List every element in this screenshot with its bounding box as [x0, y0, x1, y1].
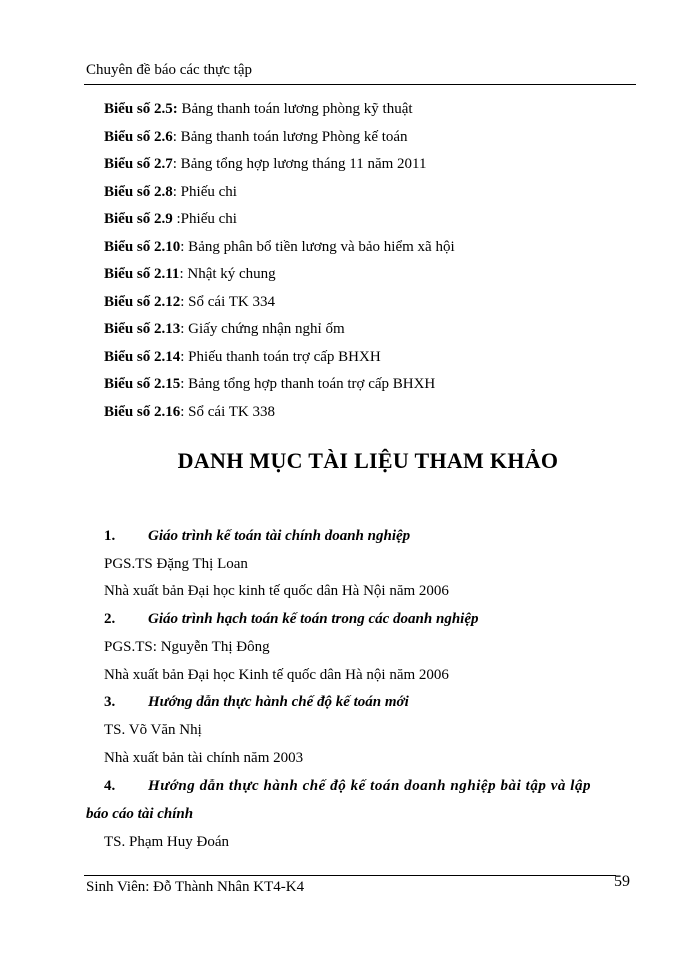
- figure-item: [104, 179, 455, 207]
- figure-text: : Bảng thanh toán lương Phòng kế toán: [172, 128, 408, 145]
- figure-label: Biểu số 2.6: [104, 128, 173, 145]
- figure-text: : Sổ cái TK 334: [180, 293, 275, 310]
- reference-publisher: Nhà xuất bản Đại học Kinh tế quốc dân Hà nội năm 2006: [104, 667, 449, 683]
- figure-item: [104, 399, 455, 427]
- reference-author: TS. Võ Văn Nhị: [104, 722, 202, 738]
- figure-text: : Phiếu chi: [172, 183, 237, 200]
- figure-item: [104, 206, 455, 234]
- figure-text: : Bảng phân bổ tiền lương và bảo hiểm xã hội: [180, 238, 455, 255]
- figure-label: Biểu số 2.8: [104, 183, 173, 200]
- figure-item: [104, 151, 455, 179]
- figure-item: [104, 96, 455, 124]
- figure-item: [104, 289, 455, 317]
- figure-label: Biểu số 2.13: [104, 321, 181, 337]
- reference-author: PGS.TS Đặng Thị Loan: [104, 556, 248, 572]
- page-number: 59: [614, 873, 630, 890]
- reference-title: Giáo trình hạch toán kế toán trong các doanh nghiệp: [148, 611, 479, 627]
- figure-label: Biểu số 2.11: [104, 266, 180, 282]
- section-title: DANH MỤC TÀI LIỆU THAM KHẢO: [177, 448, 559, 473]
- reference-publisher: Nhà xuất bản Đại học kinh tế quốc dân Hà Nội năm 2006: [104, 583, 449, 599]
- reference-number: 1.: [104, 528, 116, 544]
- footer-author: Sinh Viên: Đỗ Thành Nhân KT4-K4: [86, 879, 305, 895]
- reference-author: PGS.TS: Nguyễn Thị Đông: [104, 639, 270, 655]
- header-rule: [84, 84, 636, 85]
- figure-text: : Giấy chứng nhận nghỉ ốm: [180, 321, 345, 337]
- figure-text: :Phiếu chi: [172, 211, 237, 227]
- figure-label: Biểu số 2.7: [104, 156, 173, 172]
- reference-number: 2.: [104, 611, 116, 627]
- reference-publisher: Nhà xuất bản tài chính năm 2003: [104, 750, 304, 766]
- figure-text: Bảng thanh toán lương phòng kỹ thuật: [177, 101, 413, 117]
- reference-title: Hướng dẫn thực hành chế độ kế toán doanh nghiệp bài tập và lập: [148, 778, 592, 794]
- figure-text: : Sổ cái TK 338: [180, 403, 275, 420]
- figure-text: : Phiếu thanh toán trợ cấp BHXH: [180, 348, 381, 365]
- reference-number: 4.: [104, 778, 116, 794]
- figure-label: Biểu số 2.16: [104, 403, 181, 420]
- figure-item: [104, 124, 455, 152]
- figure-label: Biểu số 2.14: [104, 348, 181, 365]
- figure-label: Biểu số 2.10: [104, 238, 181, 255]
- reference-title: Giáo trình kế toán tài chính doanh nghiệp: [148, 528, 411, 544]
- reference-title-continued: báo cáo tài chính: [86, 806, 194, 822]
- figure-item: [104, 261, 455, 289]
- running-header: Chuyên đề báo các thực tập: [86, 62, 252, 78]
- figure-label: Biểu số 2.5:: [104, 101, 178, 117]
- figure-text: : Bảng tổng hợp thanh toán trợ cấp BHXH: [180, 376, 436, 392]
- reference-title: Hướng dẫn thực hành chế độ kế toán mới: [148, 694, 409, 710]
- figure-label: Biểu số 2.12: [104, 293, 181, 310]
- reference-number: 3.: [104, 694, 116, 710]
- figure-item: [104, 371, 455, 399]
- figure-item: [104, 234, 455, 262]
- figure-list: [104, 96, 455, 426]
- figure-label: Biểu số 2.15: [104, 376, 181, 392]
- figure-item: [104, 316, 455, 344]
- figure-text: : Nhật ký chung: [179, 266, 276, 282]
- figure-label: Biểu số 2.9: [104, 211, 173, 227]
- reference-author: TS. Phạm Huy Đoán: [104, 834, 229, 850]
- figure-text: : Bảng tổng hợp lương tháng 11 năm 2011: [172, 156, 427, 172]
- footer-rule: [84, 875, 616, 876]
- figure-item: [104, 344, 455, 372]
